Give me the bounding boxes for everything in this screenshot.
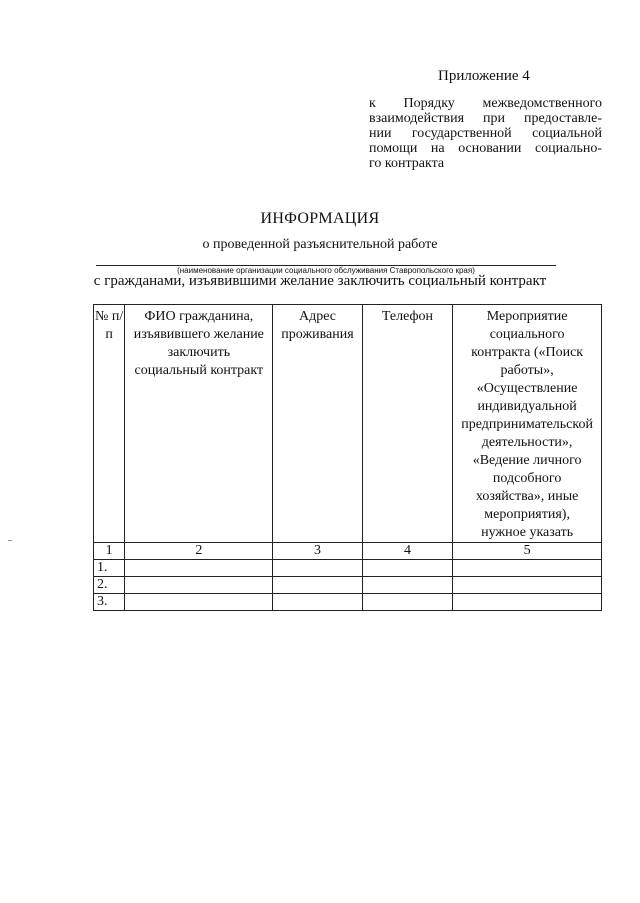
table-cell[interactable]: [453, 577, 602, 594]
table-cell[interactable]: [362, 560, 453, 577]
appendix-ref-line: к Порядку межведомственного: [369, 96, 602, 111]
table-row: [94, 594, 602, 611]
table-cell[interactable]: [125, 577, 273, 594]
with-citizens-line: с гражданами, изъявившими желание заключить социальный контракт: [93, 273, 547, 289]
column-number: 5: [453, 543, 602, 560]
header-number: № п/п: [94, 305, 125, 543]
table-row: [94, 560, 602, 577]
appendix-title: Приложение 4: [438, 68, 530, 84]
scan-mark: [8, 540, 12, 541]
table-cell[interactable]: [273, 577, 362, 594]
citizens-table: [93, 304, 602, 611]
column-number: 1: [94, 543, 125, 560]
table-cell[interactable]: [273, 560, 362, 577]
appendix-ref-line: нии государственной социальной: [369, 126, 602, 141]
organization-caption: (наименование организации социального обслуживания Ставропольского края): [177, 266, 475, 275]
column-number-row: [94, 543, 602, 560]
table-row: [94, 577, 602, 594]
table-cell[interactable]: [453, 594, 602, 611]
appendix-ref-line: го контракта: [369, 156, 445, 171]
table-cell[interactable]: [362, 577, 453, 594]
header-phone: Телефон: [362, 305, 453, 543]
column-number: 3: [273, 543, 362, 560]
appendix-reference: [369, 96, 602, 171]
table-cell[interactable]: [453, 560, 602, 577]
document-subtitle: о проведенной разъяснительной работе: [202, 237, 438, 252]
row-index: 1.: [94, 560, 125, 577]
document-title: ИНФОРМАЦИЯ: [260, 210, 380, 227]
table-cell[interactable]: [125, 560, 273, 577]
table-cell[interactable]: [125, 594, 273, 611]
header-address: Адрес проживания: [273, 305, 362, 543]
table-cell[interactable]: [273, 594, 362, 611]
column-number: 2: [125, 543, 273, 560]
row-index: 2.: [94, 577, 125, 594]
header-contract-activity: Мероприятие социального контракта («Поиск работы», «Осуществление индивидуальной предпринимательской деятельности», «Ведение личного подсобного хозяйства», иные мероприятия), нужное указать: [453, 305, 602, 543]
table-cell[interactable]: [362, 594, 453, 611]
header-full-name: ФИО гражданина, изъявившего желание заключить социальный контракт: [125, 305, 273, 543]
row-index: 3.: [94, 594, 125, 611]
appendix-ref-line: взаимодействия при предоставле-: [369, 111, 602, 126]
appendix-ref-line: помощи на основании социально-: [369, 141, 602, 156]
table-header-row: [94, 305, 602, 543]
column-number: 4: [362, 543, 453, 560]
